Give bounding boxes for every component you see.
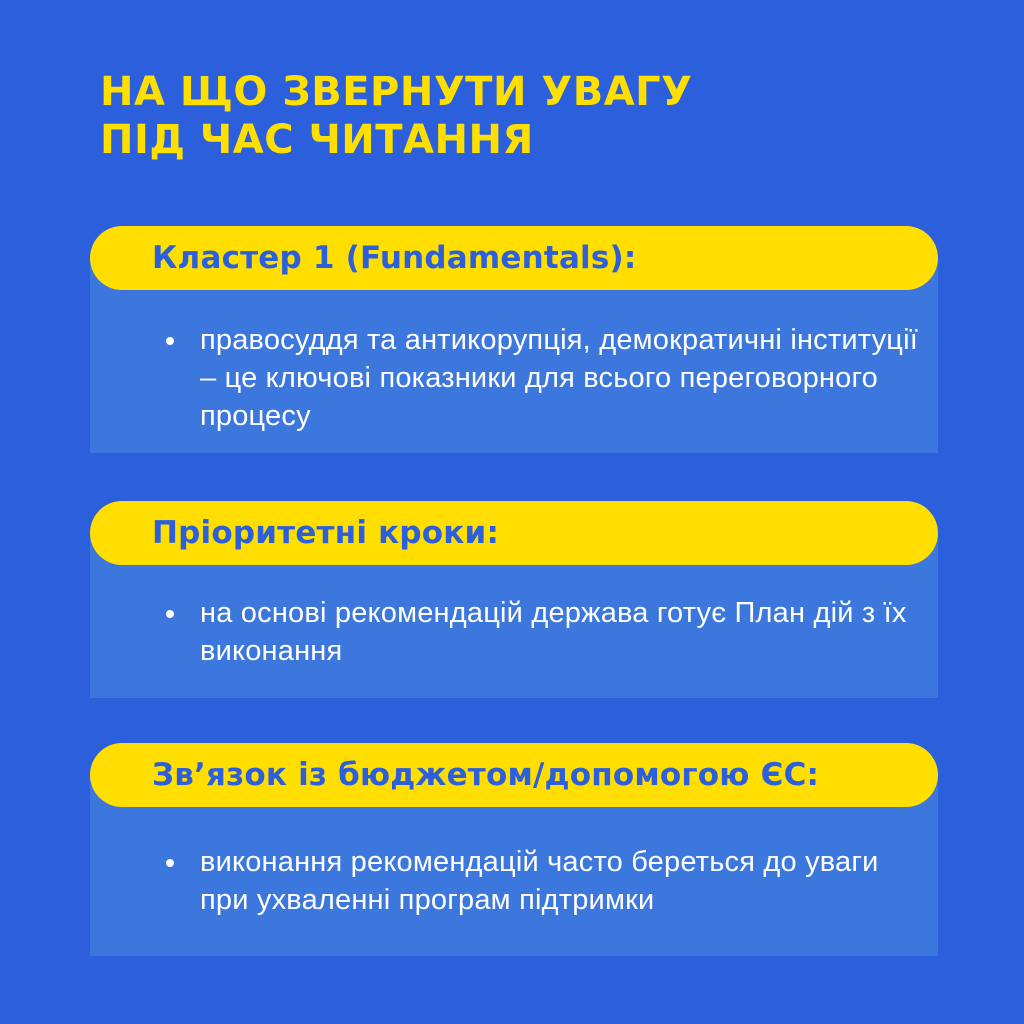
section-heading-pill	[90, 743, 938, 807]
section-heading: Пріоритетні кроки:	[152, 515, 500, 551]
bullet-icon	[166, 859, 174, 867]
section-priority-steps	[90, 501, 938, 698]
section-heading: Кластер 1 (Fundamentals):	[152, 240, 637, 276]
page-title-line-1: НА ЩО ЗВЕРНУТИ УВАГУ	[100, 69, 693, 115]
list-item-text: виконання рекомендацій часто береться до уваги при ухваленні програм підтримки	[200, 846, 879, 916]
section-cluster-1	[90, 226, 938, 453]
section-heading: Зв’язок із бюджетом/допомогою ЄС:	[152, 757, 820, 793]
bullet-icon	[166, 337, 174, 345]
bullet-icon	[166, 610, 174, 618]
list-item	[166, 843, 918, 919]
list-item	[166, 321, 918, 435]
page-title-line-2: ПІД ЧАС ЧИТАННЯ	[100, 117, 534, 163]
page-title	[100, 68, 692, 164]
section-heading-pill	[90, 226, 938, 290]
list-item-text: на основі рекомендацій держава готує План дій з їх виконання	[200, 597, 907, 667]
list-item-text: правосуддя та антикорупція, демократичні інституції – це ключові показники для всього переговорного процесу	[200, 324, 918, 432]
section-heading-pill	[90, 501, 938, 565]
section-eu-budget-link	[90, 743, 938, 956]
list-item	[166, 594, 918, 670]
